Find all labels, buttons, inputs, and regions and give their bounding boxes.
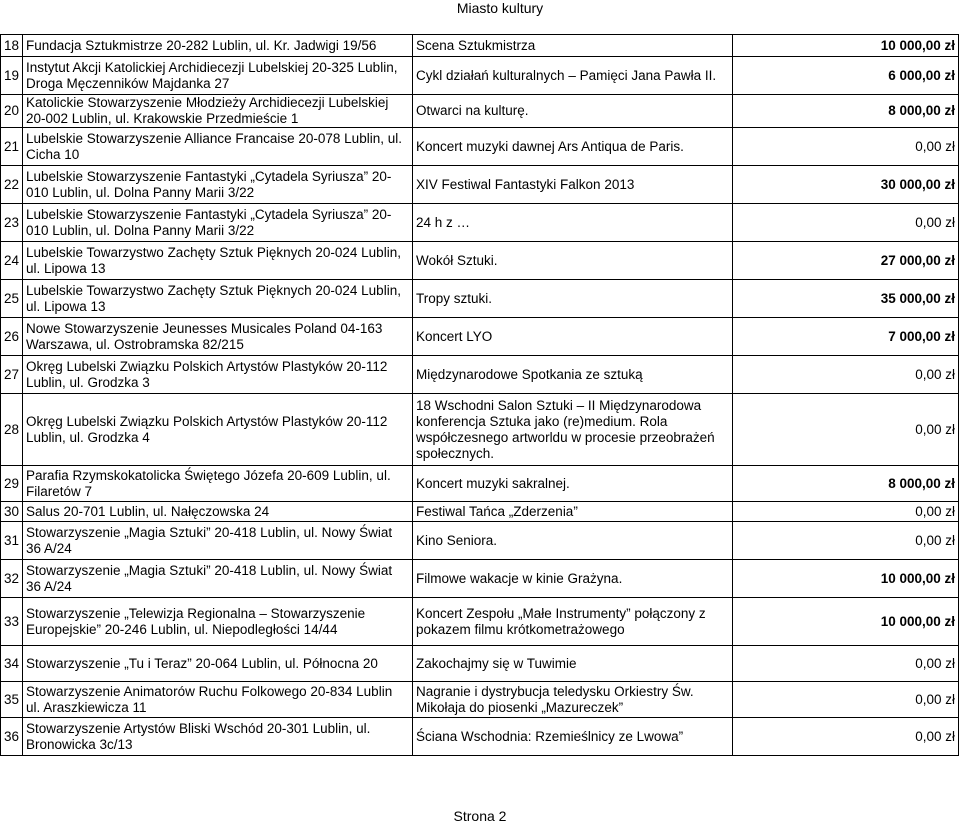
amount-cell: 6 000,00 zł (733, 57, 959, 95)
task-title-cell: XIV Festiwal Fantastyki Falkon 2013 (413, 166, 733, 204)
amount-cell: 0,00 zł (733, 502, 959, 522)
amount-cell: 0,00 zł (733, 204, 959, 242)
header-title: Miasto kultury (456, 0, 544, 16)
row-number: 22 (1, 166, 23, 204)
table-row (1, 57, 959, 95)
row-number: 34 (1, 646, 23, 682)
table-row (1, 394, 959, 466)
organization-cell: Lubelskie Towarzystwo Zachęty Sztuk Pięknych 20-024 Lublin, ul. Lipowa 13 (23, 280, 413, 318)
organization-cell: Katolickie Stowarzyszenie Młodzieży Archidiecezji Lubelskiej 20-002 Lublin, ul. Krakowskie Przedmieście 1 (23, 95, 413, 128)
task-title-cell: Koncert LYO (413, 318, 733, 356)
row-number: 24 (1, 242, 23, 280)
organization-cell: Stowarzyszenie „Tu i Teraz” 20-064 Lublin, ul. Północna 20 (23, 646, 413, 682)
table-row (1, 522, 959, 560)
row-number: 19 (1, 57, 23, 95)
row-number: 26 (1, 318, 23, 356)
amount-cell: 10 000,00 zł (733, 598, 959, 646)
page-header (0, 0, 960, 20)
amount-cell: 8 000,00 zł (733, 466, 959, 502)
task-title-cell: Koncert muzyki dawnej Ars Antiqua de Paris. (413, 128, 733, 166)
organization-cell: Stowarzyszenie „Magia Sztuki” 20-418 Lublin, ul. Nowy Świat 36 A/24 (23, 522, 413, 560)
row-number: 32 (1, 560, 23, 598)
amount-cell: 8 000,00 zł (733, 95, 959, 128)
amount-cell: 0,00 zł (733, 646, 959, 682)
amount-cell: 7 000,00 zł (733, 318, 959, 356)
table-row (1, 718, 959, 756)
table-row (1, 646, 959, 682)
task-title-cell: Otwarci na kulturę. (413, 95, 733, 128)
task-title-cell: Zakochajmy się w Tuwimie (413, 646, 733, 682)
amount-cell: 0,00 zł (733, 522, 959, 560)
amount-cell: 27 000,00 zł (733, 242, 959, 280)
table-row (1, 356, 959, 394)
amount-cell: 10 000,00 zł (733, 560, 959, 598)
organization-cell: Lubelskie Stowarzyszenie Alliance Francaise 20-078 Lublin, ul. Cicha 10 (23, 128, 413, 166)
table-row (1, 35, 959, 57)
organization-cell: Okręg Lubelski Związku Polskich Artystów Plastyków 20-112 Lublin, ul. Grodzka 4 (23, 394, 413, 466)
task-title-cell: Ściana Wschodnia: Rzemieślnicy ze Lwowa” (413, 718, 733, 756)
table-row (1, 560, 959, 598)
amount-cell: 0,00 zł (733, 356, 959, 394)
row-number: 29 (1, 466, 23, 502)
task-title-cell: Koncert muzyki sakralnej. (413, 466, 733, 502)
row-number: 21 (1, 128, 23, 166)
amount-cell: 10 000,00 zł (733, 35, 959, 57)
organization-cell: Stowarzyszenie Animatorów Ruchu Folkowego 20-834 Lublin ul. Araszkiewicza 11 (23, 682, 413, 718)
organization-cell: Lubelskie Stowarzyszenie Fantastyki „Cytadela Syriusza” 20-010 Lublin, ul. Dolna Panny Marii 3/22 (23, 166, 413, 204)
amount-cell: 0,00 zł (733, 718, 959, 756)
row-number: 35 (1, 682, 23, 718)
organization-cell: Nowe Stowarzyszenie Jeunesses Musicales Poland 04-163 Warszawa, ul. Ostrobramska 82/215 (23, 318, 413, 356)
organization-cell: Salus 20-701 Lublin, ul. Nałęczowska 24 (23, 502, 413, 522)
row-number: 20 (1, 95, 23, 128)
table-row (1, 318, 959, 356)
task-title-cell: 24 h z … (413, 204, 733, 242)
task-title-cell: Międzynarodowe Spotkania ze sztuką (413, 356, 733, 394)
page-number: Strona 2 (453, 808, 507, 824)
task-title-cell: Tropy sztuki. (413, 280, 733, 318)
table-row (1, 95, 959, 128)
organization-cell: Okręg Lubelski Związku Polskich Artystów Plastyków 20-112 Lublin, ul. Grodzka 3 (23, 356, 413, 394)
task-title-cell: Koncert Zespołu „Małe Instrumenty” połączony z pokazem filmu krótkometrażowego (413, 598, 733, 646)
page-footer (0, 808, 960, 824)
task-title-cell: Scena Sztukmistrza (413, 35, 733, 57)
row-number: 33 (1, 598, 23, 646)
amount-cell: 0,00 zł (733, 128, 959, 166)
organization-cell: Stowarzyszenie „Telewizja Regionalna – Stowarzyszenie Europejskie” 20-246 Lublin, ul. Niepodległości 14/44 (23, 598, 413, 646)
row-number: 36 (1, 718, 23, 756)
task-title-cell: Nagranie i dystrybucja teledysku Orkiestry Św. Mikołaja do piosenki „Mazureczek” (413, 682, 733, 718)
table-row (1, 682, 959, 718)
row-number: 18 (1, 35, 23, 57)
organization-cell: Stowarzyszenie „Magia Sztuki” 20-418 Lublin, ul. Nowy Świat 36 A/24 (23, 560, 413, 598)
amount-cell: 0,00 zł (733, 682, 959, 718)
task-title-cell: 18 Wschodni Salon Sztuki – II Międzynarodowa konferencja Sztuka jako (re)medium. Rola współczesnego artworldu w procesie przeobrażeń społecznych. (413, 394, 733, 466)
organization-cell: Fundacja Sztukmistrze 20-282 Lublin, ul. Kr. Jadwigi 19/56 (23, 35, 413, 57)
table-row (1, 128, 959, 166)
row-number: 23 (1, 204, 23, 242)
grants-table (0, 34, 959, 756)
table-row (1, 204, 959, 242)
amount-cell: 30 000,00 zł (733, 166, 959, 204)
task-title-cell: Wokół Sztuki. (413, 242, 733, 280)
organization-cell: Lubelskie Towarzystwo Zachęty Sztuk Pięknych 20-024 Lublin, ul. Lipowa 13 (23, 242, 413, 280)
task-title-cell: Cykl działań kulturalnych – Pamięci Jana Pawła II. (413, 57, 733, 95)
table-row (1, 280, 959, 318)
organization-cell: Instytut Akcji Katolickiej Archidiecezji Lubelskiej 20-325 Lublin, Droga Męczenników Majdanka 27 (23, 57, 413, 95)
table-row (1, 466, 959, 502)
task-title-cell: Festiwal Tańca „Zderzenia” (413, 502, 733, 522)
row-number: 25 (1, 280, 23, 318)
amount-cell: 0,00 zł (733, 394, 959, 466)
grants-table-body (1, 35, 959, 756)
task-title-cell: Filmowe wakacje w kinie Grażyna. (413, 560, 733, 598)
table-row (1, 502, 959, 522)
row-number: 27 (1, 356, 23, 394)
table-row (1, 598, 959, 646)
organization-cell: Lubelskie Stowarzyszenie Fantastyki „Cytadela Syriusza” 20-010 Lublin, ul. Dolna Panny Marii 3/22 (23, 204, 413, 242)
row-number: 31 (1, 522, 23, 560)
amount-cell: 35 000,00 zł (733, 280, 959, 318)
organization-cell: Parafia Rzymskokatolicka Świętego Józefa 20-609 Lublin, ul. Filaretów 7 (23, 466, 413, 502)
table-row (1, 166, 959, 204)
row-number: 28 (1, 394, 23, 466)
task-title-cell: Kino Seniora. (413, 522, 733, 560)
table-row (1, 242, 959, 280)
organization-cell: Stowarzyszenie Artystów Bliski Wschód 20-301 Lublin, ul. Bronowicka 3c/13 (23, 718, 413, 756)
row-number: 30 (1, 502, 23, 522)
